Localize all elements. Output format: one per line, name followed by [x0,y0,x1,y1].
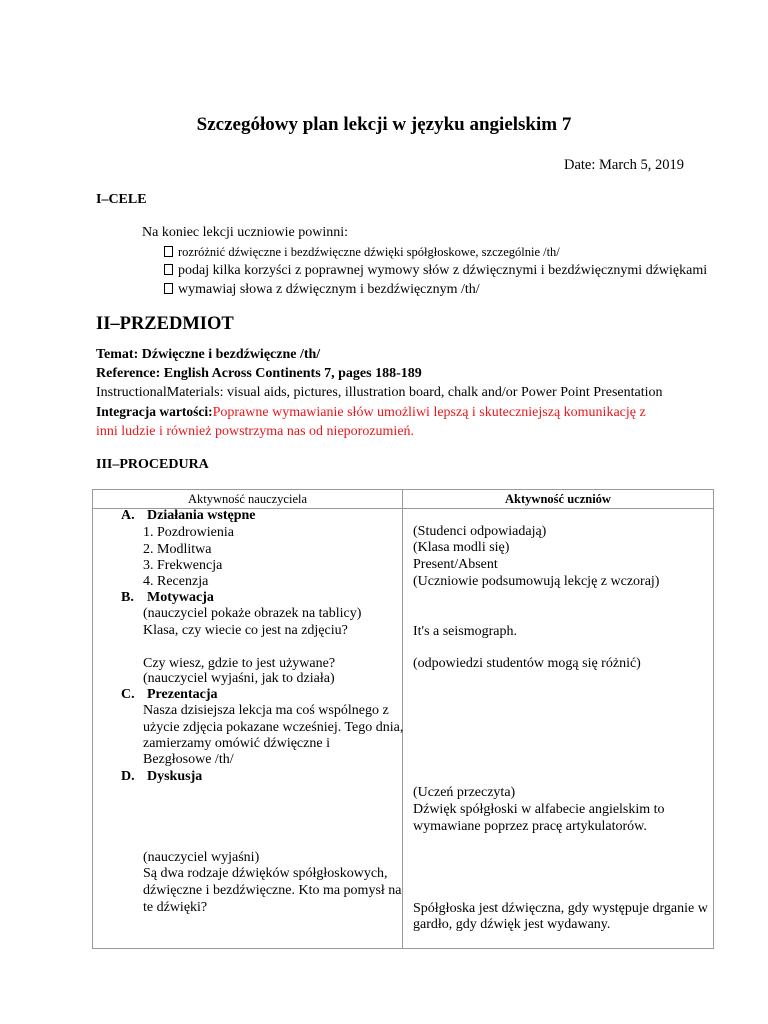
teacher-c4: Bezgłosowe /th/ [143,752,234,767]
materials: InstructionalMaterials: visual aids, pictures, illustration board, chalk and/or Power Point Presentation [96,385,663,400]
teacher-c3: zamierzamy omówić dźwięczne i [143,736,330,751]
section-a-heading [121,508,256,524]
section-c-heading [121,687,217,703]
table-column-divider [402,490,403,948]
teacher-d1: (nauczyciel wyjaśni) [143,850,260,865]
section-d-heading [121,769,202,785]
section-title: Motywacja [147,590,214,605]
teacher-d3: dźwięczne i bezdźwięczne. Kto ma pomysł na [143,883,402,898]
teacher-d4: te dźwięki? [143,900,208,915]
teacher-b4: (nauczyciel wyjaśni, jak to działa) [143,671,335,686]
student-a3: Present/Absent [413,557,498,572]
teacher-d2: Są dwa rodzaje dźwięków spółgłoskowych, [143,866,388,881]
section-title: Działania wstępne [147,508,256,523]
teacher-c2: użycie zdjęcia pokazane wcześniej. Tego dnia, [143,720,404,735]
date: Date: March 5, 2019 [564,157,684,173]
teacher-a1: 1. Pozdrowienia [143,525,234,540]
teacher-c1: Nasza dzisiejsza lekcja ma coś wspólnego z [143,703,389,718]
teacher-a2: 2. Modlitwa [143,542,212,557]
temat: Temat: Dźwięczne i bezdźwięczne /th/ [96,347,321,362]
integracja-text-cont: inni ludzie i również powstrzyma nas od nieporozumień. [96,424,415,439]
student-a2: (Klasa modli się) [413,540,510,555]
integracja [96,404,646,421]
teacher-b2: Klasa, czy wiecie co jest na zdjęciu? [143,623,348,638]
section-heading-cele: I–CELE [96,192,147,207]
section-letter: D. [121,769,135,784]
student-a4: (Uczniowie podsumowują lekcję z wczoraj) [413,574,660,589]
checkbox-bullet-icon [164,264,173,275]
teacher-a4: 4. Recenzja [143,574,209,589]
list-item [164,282,480,298]
student-d2: Dźwięk spółgłoski w alfabecie angielskim to [413,802,665,817]
column-header-students: Aktywność uczniów [505,492,611,506]
checkbox-bullet-icon [164,246,173,257]
teacher-b3: Czy wiesz, gdzie to jest używane? [143,656,336,671]
section-letter: A. [121,508,135,523]
checkbox-bullet-icon [164,283,173,294]
list-item-text: wymawiaj słowa z dźwięcznym i bezdźwięcznym /th/ [178,282,480,297]
list-item [164,245,560,260]
list-item [164,263,707,279]
student-d4: Spółgłoska jest dźwięczna, gdy występuje drganie w [413,901,708,916]
list-item-text: podaj kilka korzyści z poprawnej wymowy słów z dźwięcznymi i bezdźwięcznymi dźwiękami [178,263,708,278]
section-letter: C. [121,687,135,702]
teacher-b1: (nauczyciel pokaże obrazek na tablicy) [143,606,362,621]
student-b2: (odpowiedzi studentów mogą się różnić) [413,656,641,671]
student-a1: (Studenci odpowiadają) [413,524,547,539]
section-heading-przedmiot: II–PRZEDMIOT [96,314,234,334]
student-d1: (Uczeń przeczyta) [413,785,516,800]
cele-intro: Na koniec lekcji uczniowie powinni: [142,225,349,240]
list-item-text: rozróżnić dźwięczne i bezdźwięczne dźwięki spółgłoskowe, szczególnie /th/ [178,245,560,259]
section-title: Dyskusja [147,769,203,784]
page-title: Szczegółowy plan lekcji w języku angielskim 7 [196,114,572,135]
teacher-a3: 3. Frekwencja [143,558,223,573]
student-b1: It's a seismograph. [413,624,518,639]
procedure-table [92,489,714,949]
column-header-teacher: Aktywność nauczyciela [187,492,308,506]
section-b-heading [121,590,214,606]
reference: Reference: English Across Continents 7, pages 188-189 [96,366,422,381]
section-letter: B. [121,590,134,605]
student-d5: gardło, gdy dźwięk jest wydawany. [413,917,611,932]
integracja-label: Integracja wartości: [96,404,213,419]
student-d3: wymawiane poprzez pracę artykulatorów. [413,819,647,834]
integracja-text: Poprawne wymawianie słów umożliwi lepszą i skuteczniejszą komunikację z [212,405,646,420]
section-title: Prezentacja [147,687,218,702]
section-heading-procedura: III–PROCEDURA [96,457,209,472]
